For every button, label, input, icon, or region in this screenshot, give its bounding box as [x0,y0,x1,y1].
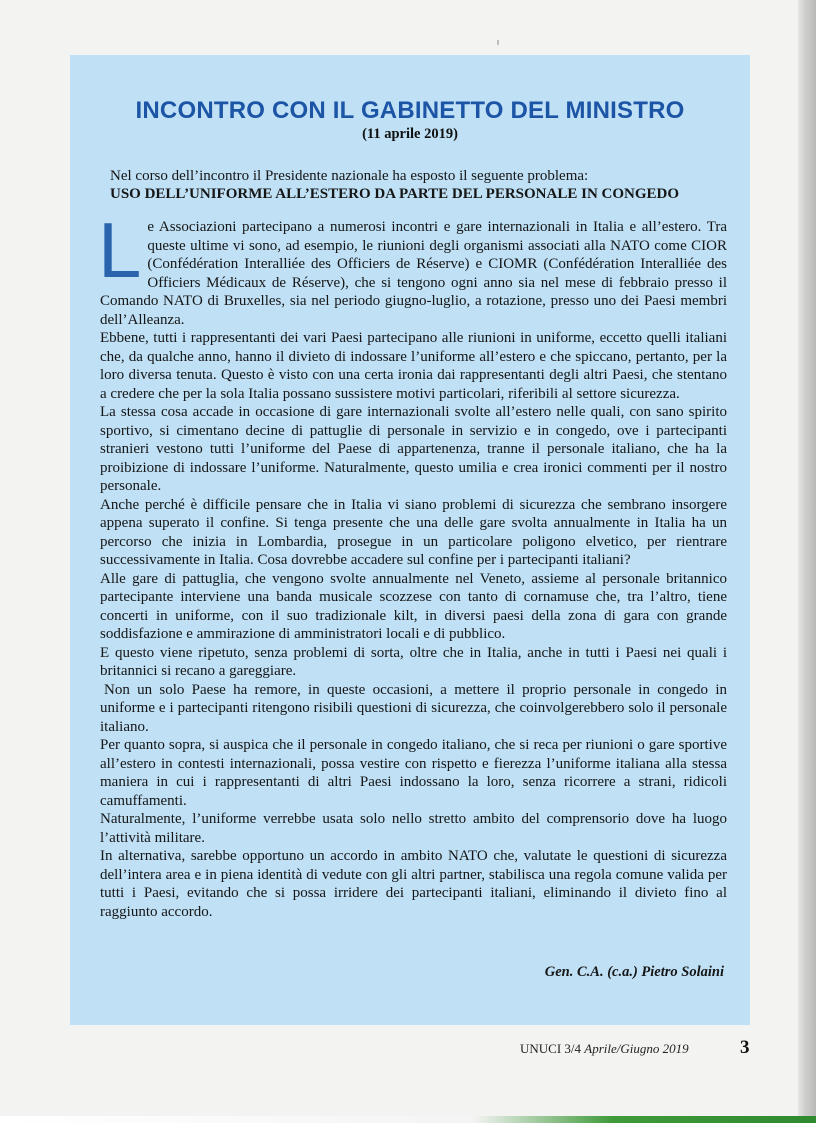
paper-speck [497,40,499,45]
article-date: (11 aprile 2019) [362,126,458,142]
paragraph: La stessa cosa accade in occasione di gare internazionali svolte all’estero nelle quali, con sano spirito sportivo, si cimentano decine di pattuglie di personale in servizio e in congedo, ove i partecipanti stranieri vestono tutti l’uniforme del Paese di appartenenza, tranne il personale italiano, che ha la proibizione di indossare l’uniforme. Naturalmente, questo umilia e crea ironici commenti per il nostro personale. [100,404,727,494]
page-footer [520,1041,689,1057]
next-page-edge [0,1116,816,1123]
publication-name: UNUCI 3/4 [520,1041,582,1056]
article-title: INCONTRO CON IL GABINETTO DEL MINISTRO [135,97,685,124]
paragraph [98,206,727,329]
intro-lead: Nel corso dell’incontro il Presidente nazionale ha esposto il seguente problema: [110,168,589,184]
paragraph: In alternativa, sarebbe opportuno un accordo in ambito NATO che, valutate le questioni di sicurezza dell’intera area e in piena identità di vedute con gli altri partner, stabilisca una regola comune valida per tutti i Paesi, evitando che si possa irridere dei partecipanti italiani, eliminando il divieto fino al raggiunto accordo. [100,848,727,920]
drop-cap: L [98,206,142,294]
issue-date: Aprile/Giugno 2019 [584,1041,689,1056]
paragraph: Naturalmente, l’uniforme verrebbe usata solo nello stretto ambito del comprensorio dove ha luogo l’attività militare. [100,811,727,846]
problem-statement: USO DELL’UNIFORME ALL’ESTERO DA PARTE DEL PERSONALE IN CONGEDO [110,186,680,202]
paragraph: Alle gare di pattuglia, che vengono svolte annualmente nel Veneto, assieme al personale britannico partecipante interviene una banda musicale scozzese con tanto di cornamuse che, tra l’altro, tiene concerti in uniforme, con il suo tradizionale kilt, in diversi paesi della zona di gara con grande soddisfazione e ammirazione di amministratori locali e di pubblico. [100,570,727,642]
paragraph: Per quanto sopra, si auspica che il personale in congedo italiano, che si reca per riunioni o gare sportive all’estero in contesti internazionali, possa vestire con rispetto e fierezza l’uniforme italiana alla stessa maniera in cui i rappresentanti di altri Paesi indossano la loro, senza ricorrere a strani, ridicoli camuffamenti. [100,737,727,809]
paragraph-text: e Associazioni partecipano a numerosi incontri e gare internazionali in Italia e all’estero. Tra queste ultime vi sono, ad esempio, le riunioni degli organismi associati alla NATO come CIOR (Confédération Interalliée des Officiers de Réserve) e CIOMR (Confédération Interalliée des Officiers Médicaux de Réserve), che si tengono ogni anno sia nel mese di febbraio presso il Comando NATO di Bruxelles, sia nel periodo giugno-luglio, a rotazione, presso uno dei Paesi membri dell’Alleanza. [100,219,727,328]
article-panel [70,55,750,1025]
page-number: 3 [740,1037,750,1058]
paragraph: Non un solo Paese ha remore, in queste occasioni, a mettere il proprio personale in congedo in uniforme e i partecipanti ritengono risibili questioni di sicurezza, che coinvolgerebbero solo il personale italiano. [100,681,727,735]
paragraph: E questo viene ripetuto, senza problemi di sorta, oltre che in Italia, anche in tutti i Paesi nei quali i britannici si recano a gareggiare. [100,644,727,679]
paragraph: Ebbene, tutti i rappresentanti dei vari Paesi partecipano alle riunioni in uniforme, eccetto quelli italiani che, da qualche anno, hanno il divieto di indossare l’uniforme all’estero e che spiccano, pertanto, per la loro diversa tenuta. Questo è visto con una certa ironia dai rappresentanti degli altri Paesi, che stentano a credere che per la sola Italia possano sussistere motivi particolari, riferibili al settore sicurezza. [100,330,727,402]
paragraph: Anche perché è difficile pensare che in Italia vi siano problemi di sicurezza che sembrano insorgere appena superato il confine. Si tenga presente che una delle gare svolta annualmente in Italia ha un percorso che inizia in Lombardia, prosegue in un particolare poligono elvetico, per rientrare successivamente in Italia. Cosa dovrebbe accadere sul confine per i partecipanti italiani? [100,496,727,568]
page-edge-shadow [798,0,816,1123]
article-intro [110,167,720,203]
article-body [98,206,727,921]
author-signature: Gen. C.A. (c.a.) Pietro Solaini [544,964,724,980]
